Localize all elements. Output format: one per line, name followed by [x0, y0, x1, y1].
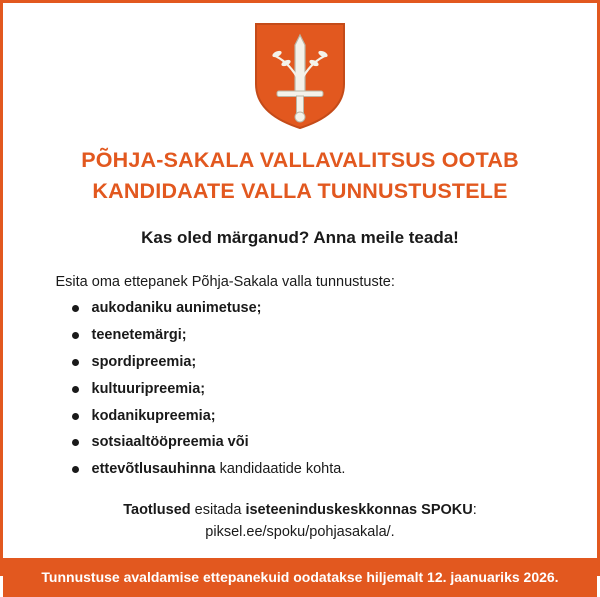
coat-of-arms-shield-sword-icon — [253, 21, 347, 131]
apply-bold-spoku: iseteeninduskeskkonnas SPOKU — [245, 501, 473, 518]
deadline-banner: Tunnustuse avaldamise ettepanekuid oodatakse hiljemalt 12. jaanuariks 2026. — [3, 558, 597, 597]
list-item — [66, 300, 553, 317]
list-item-label: kodanikupreemia; — [91, 407, 216, 424]
subheading: Kas oled märganud? Anna meile teada! — [141, 228, 459, 248]
crest-container — [253, 21, 347, 131]
list-item — [66, 434, 553, 451]
apply-mid-text: esitada — [190, 501, 246, 518]
spoku-url[interactable]: piksel.ee/spoku/pohjasakala/. — [205, 524, 395, 541]
list-item — [66, 408, 553, 425]
list-item-label: kultuuripreemia; — [91, 380, 206, 397]
intro-text: Esita oma ettepanek Põhja-Sakala valla tunnustuste: — [55, 274, 395, 291]
list-item — [66, 381, 553, 398]
list-item-label: ettevõtlusauhinna — [91, 461, 216, 478]
list-item — [66, 354, 553, 371]
page-title — [81, 145, 519, 206]
apply-bold-taotlused: Taotlused — [123, 501, 191, 518]
list-item-suffix: kandidaatide kohta. — [215, 461, 346, 478]
list-item-label: aukodaniku aunimetuse; — [91, 300, 262, 317]
list-item — [66, 327, 553, 344]
list-item-label: teenetemärgi; — [91, 326, 187, 343]
body-block — [48, 274, 553, 544]
poster-content — [3, 3, 597, 544]
list-item — [66, 461, 553, 478]
application-instructions — [48, 499, 553, 544]
award-list — [66, 300, 553, 479]
headline-line-2: KANDIDAATE VALLA TUNNUSTUSTELE — [92, 178, 508, 203]
apply-end-text: : — [472, 501, 477, 518]
list-item-label: sotsiaaltööpreemia või — [91, 434, 249, 451]
headline-line-1: PÕHJA-SAKALA VALLAVALITSUS OOTAB — [81, 148, 519, 172]
list-item-label: spordipreemia; — [91, 353, 197, 370]
